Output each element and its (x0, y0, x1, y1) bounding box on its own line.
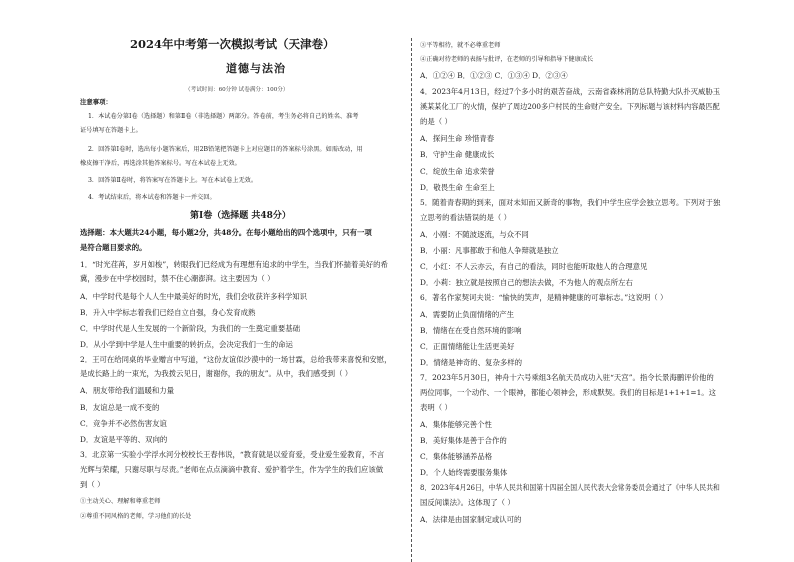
question-line: 是成长路上的一束光，为我拨云见日，谢谢你，我的朋友”。从中，我们感受到（ ） (80, 369, 353, 378)
option-line: C．绽放生命 追求荣誉 (420, 167, 495, 176)
notice-heading: 注意事项： (80, 98, 112, 106)
option-line: D．敬畏生命 生命至上 (420, 183, 495, 192)
notice-line: 2．回答第Ⅰ卷时，选出每小题答案后，用2B铅笔把答题卡上对应题目的答案标号涂黑。如需改动，用 (88, 146, 363, 153)
option-line: B．友谊总是一成不变的 (80, 403, 160, 412)
statement-line: ①主动关心、理解和尊重老师 (80, 498, 161, 505)
option-line: A．小刚：不随波逐流，与众不同 (420, 230, 529, 239)
option-line: B．守护生命 健康成长 (420, 150, 495, 159)
question-line: 国反间谍法》。这体现了（ ） (420, 498, 515, 507)
statement-line: ②尊重不同风格的老师，学习他们的长处 (80, 513, 192, 520)
section-intro: 选择题：本大题共24小题，每小题2分，共48分。在每小题给出的四个选项中，只有一项 (80, 228, 372, 237)
question-line: 冀，漫步在中学校园时，禁不住心潮澎湃。这主要因为（ ） (80, 274, 275, 283)
option-line: C．正面情绪能让生活更美好 (420, 342, 515, 351)
option-line: C．竞争并不必然伤害友谊 (80, 419, 167, 428)
option-line: D．小莉：独立就是按照自己的想法去做，不为他人的观点所左右 (420, 278, 633, 287)
section-intro: 是符合题目要求的。 (80, 243, 147, 252)
question-line: 2．王可在给同桌的毕业赠言中写道，“这份友谊似沙漠中的一场甘霖，总给我带来喜悦和安慰， (80, 355, 392, 364)
option-line: A．需要防止负面情绪的产生 (420, 310, 515, 319)
column-divider (411, 38, 412, 562)
option-line: A．集体能够完善个性 (420, 420, 492, 429)
option-line: A．①②④ B．①②③ C．①③④ D．②③④ (420, 71, 568, 80)
question-line: 两位同事，一个动作、一个眼神，都能心领神会，形成默契。我们的目标是1+1+1=1。这 (420, 388, 717, 397)
question-line: 光辉与荣耀，只谢尽职与尽责。”老师在点点滴滴中教育、爱护着学生，作为学生的我们应该做 (80, 465, 384, 474)
option-line: A．中学时代是每个人人生中最美好的时光，我们会收获许多科学知识 (80, 292, 308, 301)
option-line: D．友谊是平等的、双向的 (80, 435, 168, 444)
notice-line: 4．考试结束后，将本试卷和答题卡一并交回。 (88, 194, 216, 201)
option-line: D．情绪是神奇的、复杂多样的 (420, 358, 523, 367)
option-line: B．美好集体是善于合作的 (420, 436, 507, 445)
option-line: B．情绪在在受自然环境的影响 (420, 326, 522, 335)
option-line: A．探问生命 珍惜青春 (420, 134, 495, 143)
statement-line: ④正确对待老师的表扬与批评，在老师的引导和指导下健康成长 (420, 56, 594, 63)
right-column (420, 0, 720, 562)
exam-title: 2024年中考第一次模拟考试（天津卷） (130, 37, 335, 51)
notice-line: 3．回答第Ⅱ卷时，将答案写在答题卡上。写在本试卷上无效。 (88, 177, 258, 184)
question-line: 溪某某化工厂的火情，保护了周边200多户村民的生命财产安全。下列标题与该材料内容最匹配 (420, 102, 720, 111)
option-line: A．法律是由国家制定或认可的 (420, 515, 522, 524)
question-line: 立思考的看法错误的是（ ） (420, 213, 512, 222)
part-one-title: 第Ⅰ卷（选择题 共48分） (190, 211, 291, 221)
option-line: C．集体能够涵养品格 (420, 452, 493, 461)
question-line: 的是（ ） (420, 117, 452, 126)
notice-line: 橡皮擦干净后，再选涂其他答案标号。写在本试卷上无效。 (80, 160, 241, 167)
notice-line: 1．本试卷分第Ⅰ卷（选择题）和第Ⅱ卷（非选择题）两部分。答卷前，考生务必将自己的姓名、准考 (88, 113, 359, 120)
option-line: A．朋友带给我们温暖和力量 (80, 386, 175, 395)
option-line: D．从小学到中学是人生中重要的转折点，会决定我们一生的命运 (80, 340, 293, 349)
question-line: 6．著名作家契诃夫说：“愉快的笑声，是精神健康的可靠标志。”这说明（ ） (420, 293, 668, 302)
question-line: 5．随着青春期的到来，面对未知而又新奇的事物，我们中学生应学会独立思考。下列对于独 (420, 198, 721, 207)
notice-line: 证号填写在答题卡上。 (80, 127, 142, 134)
option-line: C．小红：不人云亦云，有自己的看法，同时也能听取他人的合理意见 (420, 262, 648, 271)
option-line: B．小丽：凡事都敢于和他人争辩就是独立 (420, 246, 559, 255)
statement-line: ③平等相待，就不必尊重老师 (420, 42, 501, 49)
question-line: 1．“时光荏苒，岁月如梭”，转眼我们已经成为有理想有追求的中学生，当我们怀揣着美好的希 (80, 260, 388, 269)
option-line: C．中学时代是人生发展的一个新阶段，为我们的一生奠定重要基础 (80, 324, 300, 333)
question-line: 8．2023年4月26日，中华人民共和国第十四届全国人民代表大会常务委员会通过了《中华人民共和 (420, 483, 720, 492)
subject-title: 道德与法治 (226, 62, 286, 75)
option-line: D．个人始终需要服务集体 (420, 468, 508, 477)
question-line: 4．2023年4月13日，经过7个多小时的艰苦奋战，云南省森林消防总队特勤大队扑灭威胁玉 (420, 87, 721, 96)
exam-meta: （考试时间：60分钟 试卷满分：100分） (185, 87, 289, 93)
option-line: B．升入中学标志着我们已经自立自强，身心发育成熟 (80, 308, 256, 317)
question-line: 3．北京第一实验小学浮水河分校校长王春伟说，“教育就是以爱育爱，受业爱生爱教育，不言 (80, 450, 385, 459)
left-column (80, 0, 400, 562)
question-line: 表明（ ） (420, 403, 452, 412)
question-line: 7．2023年5月30日，神舟十六号乘组3名航天员成功入驻“天宫”。指令长景海鹏评价他的 (420, 373, 714, 382)
question-line: 到（ ） (80, 480, 105, 489)
